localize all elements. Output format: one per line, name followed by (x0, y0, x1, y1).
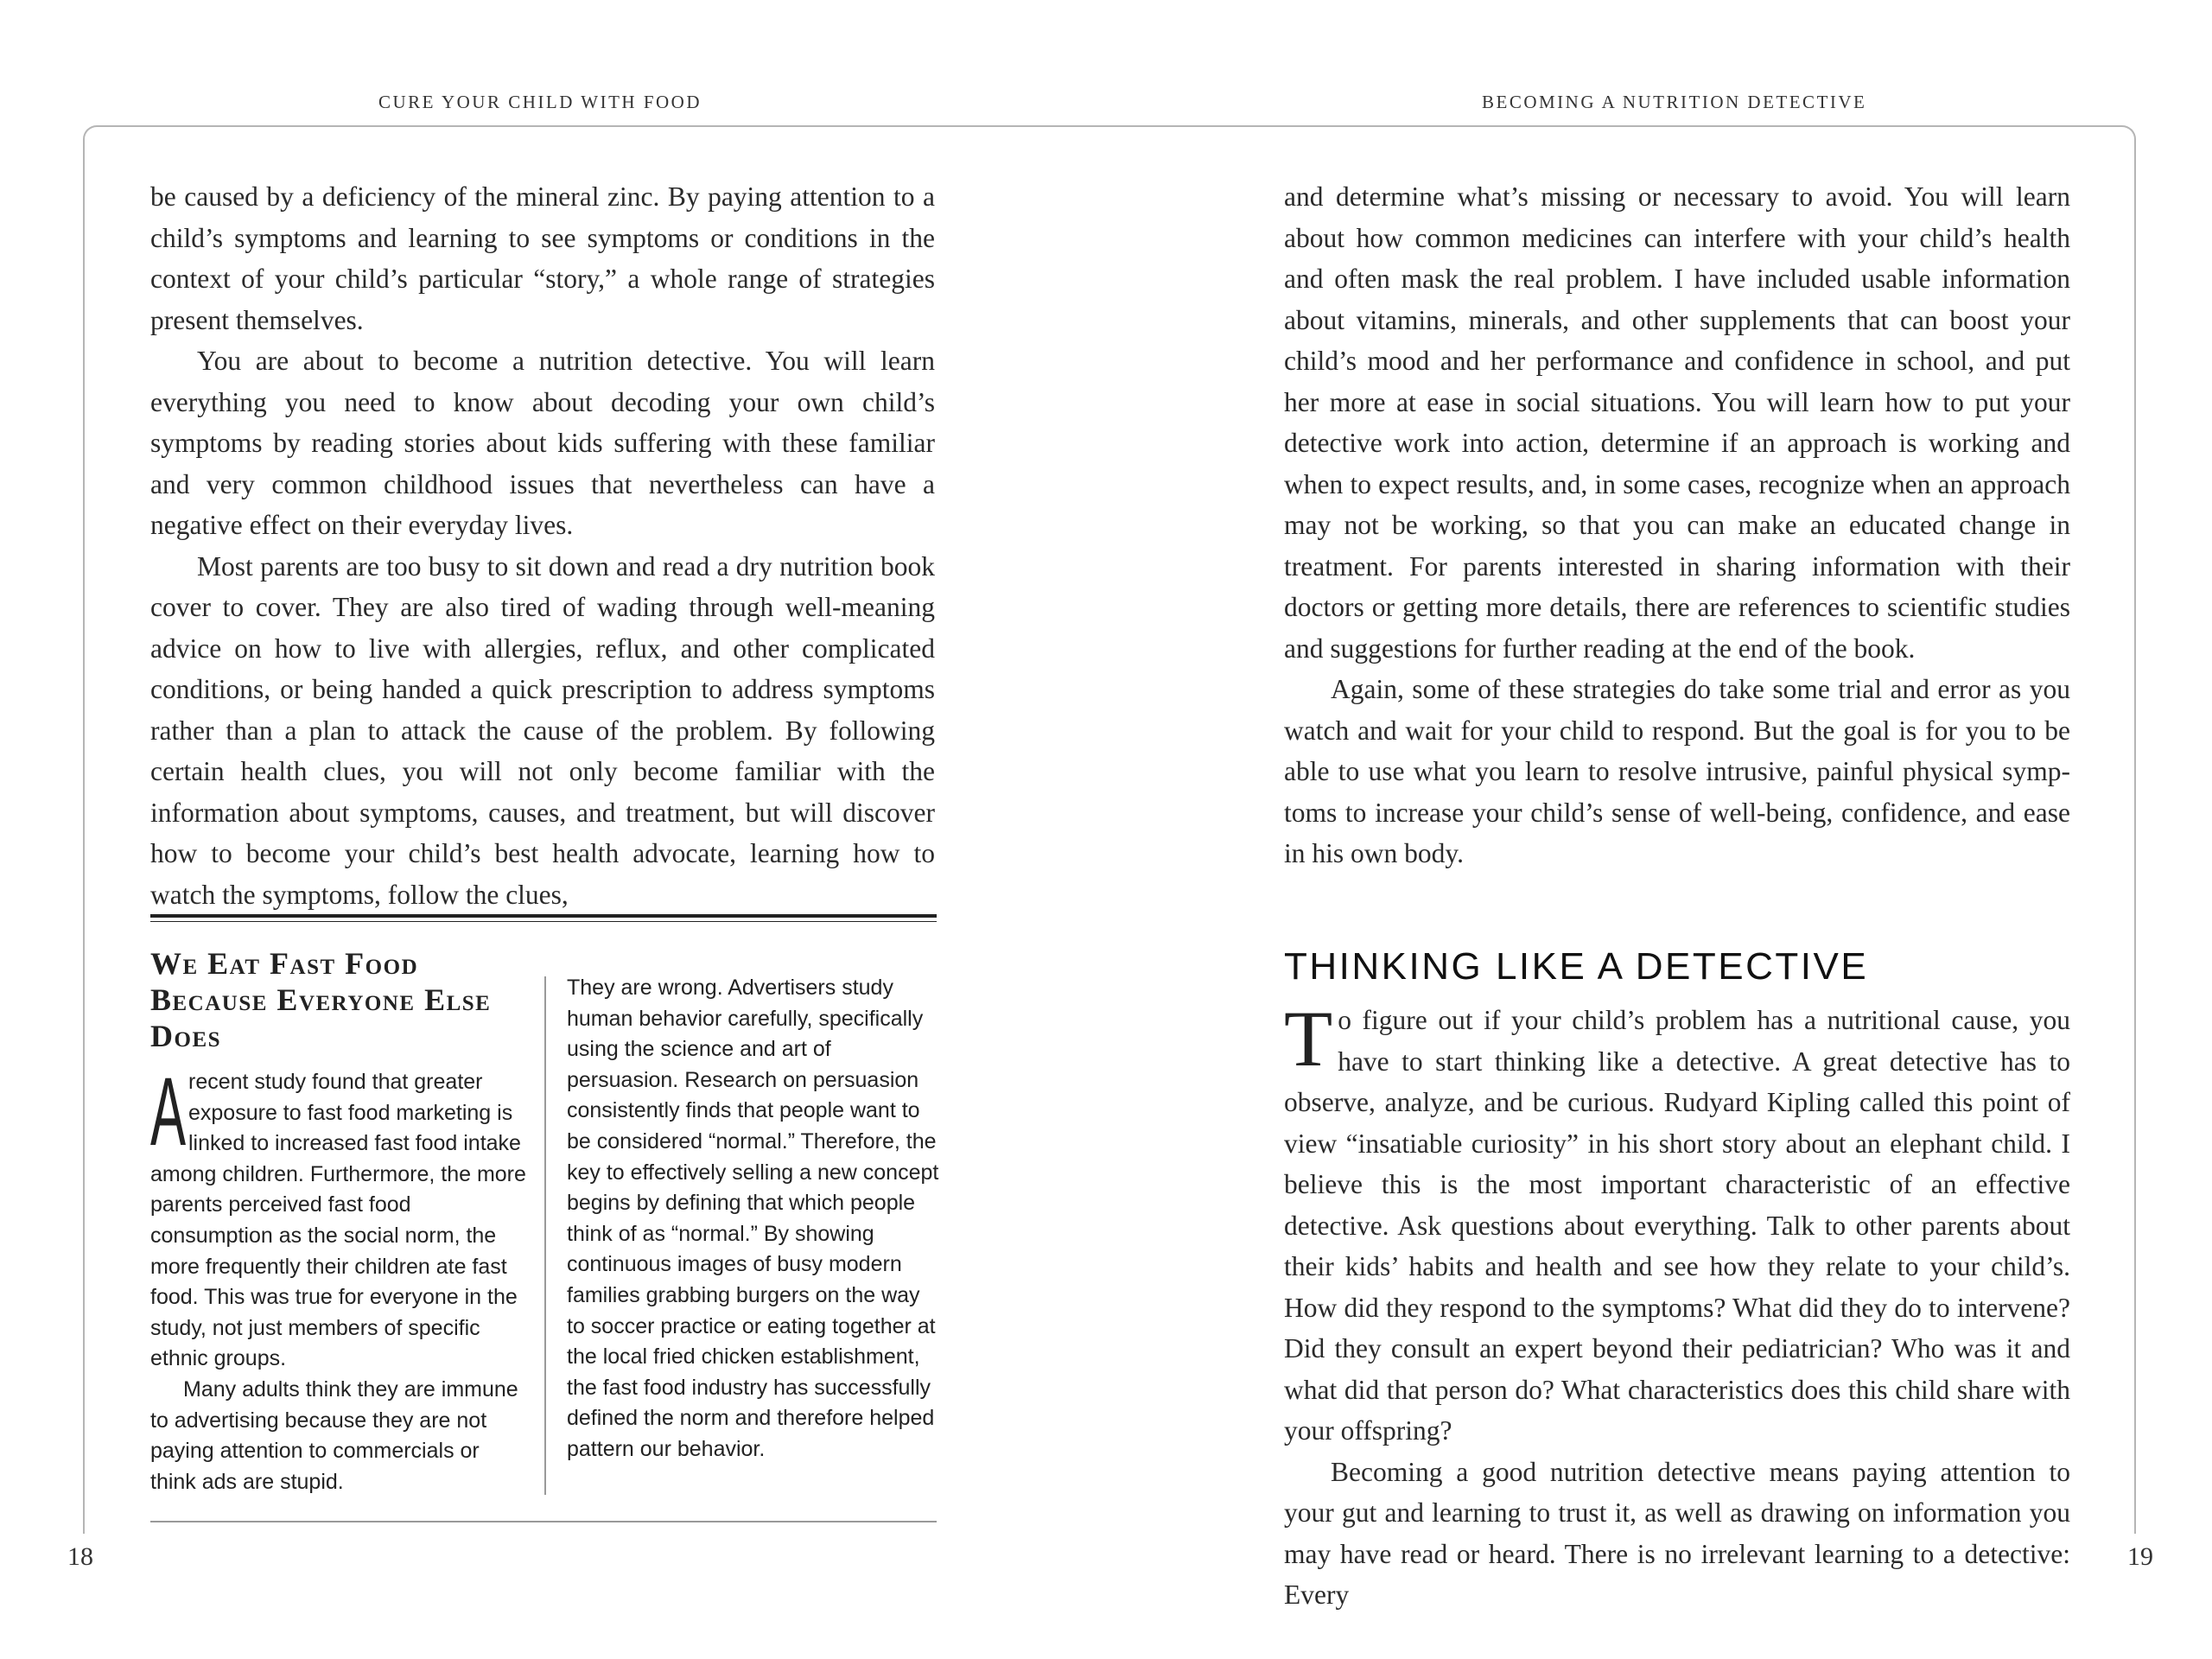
running-head-left: CURE YOUR CHILD WITH FOOD (378, 92, 702, 112)
body-paragraph: You are about to become a nutrition detective. You will learn everything you need to know about decoding your own child’s symptoms by reading stories about kids suffering with these familiar and very common childhood issues that nevertheless can have a negative effect on their everyday lives. (150, 346, 935, 540)
sidebar-title: We Eat Fast Food Because Everyone Else Does (150, 946, 492, 1053)
body-paragraph: Most parents are too busy to sit down and read a dry nutrition book cover to cover. They are also tired of wading through well-meaning advice on how to live with allergies, reflux, and other complicated conditions, or being handed a quick prescription to address symptoms rather than a plan to attack the cause of the problem. By following certain health clues, you will not only become familiar with the information about symptoms, causes, and treatment, but will discover how to become your child’s best health advocate, learning how to watch the symptoms, follow the clues, (150, 550, 935, 910)
running-head-right: BECOMING A NUTRITION DETECTIVE (1482, 92, 1867, 112)
page-number-right: 19 (2127, 1542, 2153, 1571)
left-page-body (150, 176, 935, 915)
sidebar-paragraph (150, 1058, 531, 1375)
sidebar-column-divider (544, 976, 546, 1495)
sidebar-paragraph-text: recent study found that greater exposure to fast food marketing is linked to increased fast food intake among children. Furthermore, the more parents perceived fast food consumption as the social norm, the more frequently their children ate fast food. This was true for everyone in the study, not just members of specific ethnic groups. (150, 1070, 526, 1371)
sidebar-paragraph: They are wrong. Advertisers study human behavior carefully, specifically using the science and art of persuasion. Research on persuasion consistently finds that people want to be considered “normal.” Therefore, the key to effectively selling a new concept begins by defining that which people think of as “normal.” By showing continuous images of busy modern families grabbing burgers on the way to soccer practice or eating together at the local fried chicken establishment, the fast food industry has successfully defined the norm and therefore helped pattern our behavior. (567, 976, 939, 1461)
body-paragraph (1284, 995, 2070, 1452)
sidebar-dropcap: A (150, 1058, 187, 1166)
body-paragraph: Again, some of these strategies do take some trial and error as you watch and wait for your child to respond. But the goal is for you to be able to use what you learn to resolve intrusive, painful physical symptoms to increase your child’s sense of well-being, confidence, and ease in his own body. (1284, 674, 2070, 868)
section-body (1284, 995, 2070, 1616)
sidebar-paragraph: Many adults think they are immune to advertising because they are not paying attention to commercials or think ads are stupid. (150, 1376, 518, 1494)
sidebar-column-1 (150, 1058, 531, 1497)
body-paragraph: be caused by a deficiency of the mineral zinc. By paying attention to a child’s symptoms and learning to see symptoms or conditions in the context of your child’s particular “story,” a whole range of strategies present themselves. (150, 181, 935, 335)
page-number-left: 18 (67, 1542, 93, 1571)
right-page-body (1284, 176, 2070, 874)
section-dropcap: T (1284, 995, 1333, 1083)
sidebar-bottom-rule (150, 1521, 937, 1522)
body-paragraph: and determine what’s missing or necessary to avoid. You will learn about how common medicines can interfere with your child’s health and often mask the real problem. I have included usable information about vitamins, minerals, and other supplements that can boost your child’s mood and her performance and confidence in school, and put her more at ease in social situations. You will learn how to put your detective work into action, determine if an approach is working and when to expect results, and, in some cases, recognize when an approach may not be working, so that you can make an educated change in treatment. For parents interested in sharing information with their doctors or getting more details, there are references to scientific studies and suggestions for further reading at the end of the book. (1284, 181, 2070, 664)
sidebar-column-2 (567, 973, 940, 1465)
body-paragraph-text: o figure out if your child’s problem has a nutritional cause, you have to start thinking like a detective. A great detective has to observe, analyze, and be curious. Rudyard Kipling called this point of view “insatiable curiosity” in his short story about an elephant child. I believe this is the most important characteristic of an effective detective. Ask questions about everything. Talk to other parents about their kids’ habits and health and see how they relate to your child’s. How did they respond to the symptoms? What did they do to intervene? Did they consult an expert beyond their pediatrician? Who was it and what did that person do? What characteristics does this child share with your offspring? (1284, 1005, 2070, 1446)
section-heading: THINKING LIKE A DETECTIVE (1284, 945, 1869, 988)
body-paragraph: Becoming a good nutrition detective means paying attention to your gut and learning to trust it, as well as drawing on information you may have read or heard. There is no irrelevant learning to a detective: Every (1284, 1456, 2070, 1610)
sidebar-top-rule (150, 914, 937, 922)
